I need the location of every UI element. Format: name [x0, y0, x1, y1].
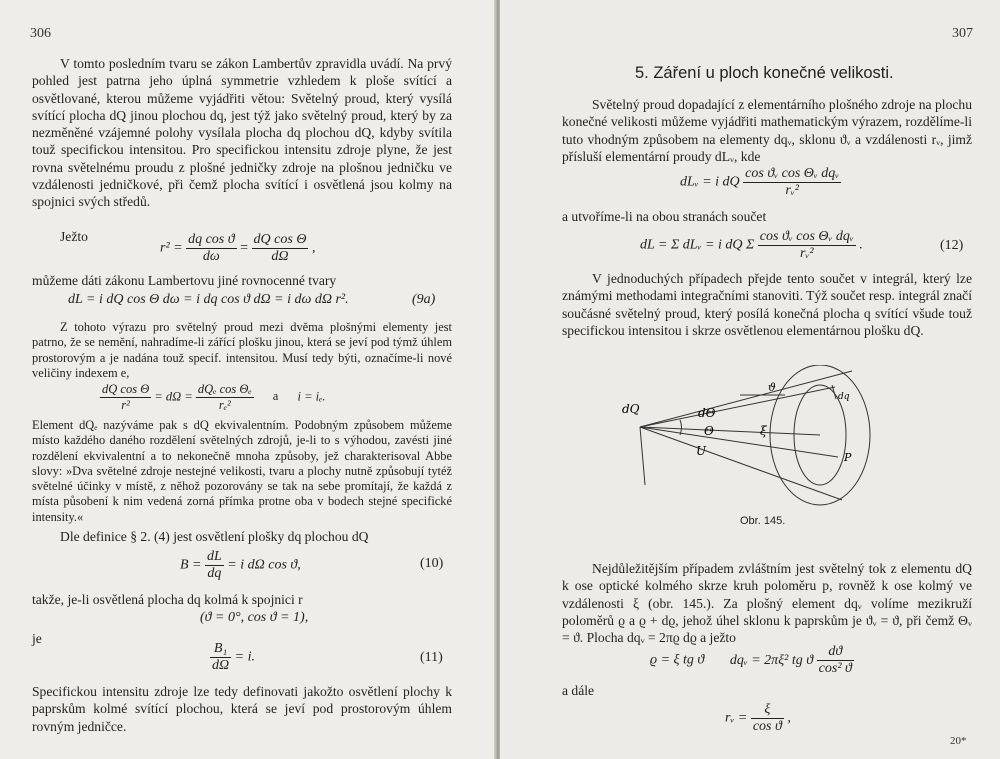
figure-145-diagram [620, 365, 880, 515]
equation-number: (12) [940, 238, 964, 253]
equation-number: (10) [420, 556, 444, 571]
fig-label-dQ: dQ [622, 402, 640, 416]
paragraph: Světelný proud dopadající z elementárního plošného zdroje na plochu konečné velikosti můžeme vyjádřiti mathematickým výrazem, rozdělíme-li tuto vhodným způsobem na elementy dqᵥ, sklonu ϑᵥ a vzdálenosti rᵥ, jimž přísluší elementární proudy dLᵥ, kde [562, 97, 972, 164]
page-number: 306 [30, 26, 51, 41]
paragraph: Z tohoto výrazu pro světelný proud mezi dvěma plošnými elementy jest patrno, že se nemění, nahradíme-li zářící plošku jinou, která se jeví pod týmž úhlem prostorovým a je nadána touž specif. intensitou. Musí tedy býti, označíme-li nové veličiny indexem e, [32, 320, 452, 380]
equation-number: (9a) [412, 292, 436, 307]
text-line: takže, je-li osvětlená plocha dq kolmá k spojnici r [32, 592, 303, 607]
paragraph: V tomto posledním tvaru se zákon Lambertův zpravidla uvádí. Na prvý pohled jest patrna jeho úplná symmetrie vzhledem k ploše svítící a osvětlované, kterou můžeme vyjádřiti větou: Světelný proud, který vysílá svítící plocha dQ jinou plochou dq, jest týž jako světelný proud, který by za nezměněné vzájemné polohy vysílala plocha dq plochou dQ, kdyby svítila touž specifickou intensitou. Pro specifickou intensitu zdroje plyne, že jest rovna světelnému proudu z plošné jedničky zdroje na plošnou jedničku ve vzdálenosti jedničkové, při čemž plocha svítící i osvětlená jsou kolmy na spojnici svých středů. [32, 56, 452, 210]
equation-10: B = $\frac{dL}{dq}$ = i dΩ cos ϑ, [180, 549, 301, 581]
ray-upper [640, 387, 835, 427]
fig-label-P: P [844, 451, 852, 464]
figure-lines [640, 365, 870, 505]
ray-lower [640, 427, 842, 500]
footer-signature: 20* [950, 735, 967, 747]
right-page [500, 0, 1000, 759]
equation-9a: dL = i dQ cos Θ dω = i dq cos ϑ dΩ = i dω dΩ r². [68, 292, 349, 307]
dQ-normal [640, 427, 645, 485]
left-page [0, 0, 496, 759]
text-line: a utvoříme-li na obou stranách součet [562, 209, 767, 224]
equation-number: (11) [420, 650, 443, 665]
ray-upper-outer [640, 371, 852, 427]
fig-label-theta: ϑ [768, 381, 776, 394]
text-line: Ježto [60, 229, 88, 244]
equation-12: dL = Σ dLᵥ = i dQ Σ $\frac{\text{cos ϑᵥ cos Θᵥ dqᵥ}}{\text{rᵥ²}}$ . [640, 229, 863, 261]
text-line: Dle definice § 2. (4) jest osvětlení plošky dq plochou dQ [60, 529, 369, 544]
equation: $\frac{\text{dQ cos Θ}}{\text{r²}}$ = dΩ = $\frac{\text{dQₑ cos Θₑ}}{\text{rₑ²}}$ a i = iₑ. [102, 382, 326, 412]
paragraph: V jednoduchých případech přejde tento součet v integrál, který lze známými methodami integračními stanoviti. Týž součet resp. integrál značí součásné světelný proud, který posílá konečná plocha q svítící všude touž specifickou intensitou i skrze osvětlenou elementárnou plošku dQ. [562, 271, 972, 338]
text-line: a dále [562, 683, 595, 698]
equation: dLᵥ = i dQ $\frac{\text{cos ϑᵥ cos Θᵥ dqᵥ}}{\text{rᵥ²}}$ [680, 166, 840, 198]
paragraph: Element dQₑ nazýváme pak s dQ ekvivalentním. Podobným způsobem můžeme místo každého daného rozdělení světelných zdrojů, je-li to s výhodou, zavésti jiné rozdělení ekvivalentní a to nekonečně mnoha způsoby, jež charakterisoval Abbe slovy: »Dva světelné zdroje nestejné velikosti, tvaru a plochy nutně způsobují tytéž světelné účinky v místě, z něhož pozorovány se tak na sebe promítají, že každá z místa působení k nim vedená zorná přímka protne oba v bodech stejné specifické intensity.« [32, 418, 452, 524]
fig-label-xi: ξ [760, 424, 767, 438]
equation: ϱ = ξ tg ϑ dqᵥ = 2πξ² tg ϑ $\frac{dϑ}{\text{cos² ϑ}}$ [650, 644, 852, 676]
fig-label-dTheta: dΘ [698, 406, 716, 420]
fig-label-Theta: Θ [704, 424, 714, 438]
fig-label-dq: dq [838, 392, 850, 402]
equation-11: $\frac{\text{B₁}}{d\Omega}$ = i. [212, 641, 255, 673]
equation: r² = $\frac{\text{dq cos ϑ}}{d\omega}$ = $\frac{\text{dQ cos Θ}}{d\Omega}$ , [160, 232, 316, 264]
page-number: 307 [952, 26, 973, 41]
paragraph: Specifickou intensitu zdroje lze tedy definovati jakožto osvětlení plochy k paprskům kolmé svítící plochou, která se jeví pod prostorovým úhlem rovným jedničce. [32, 684, 452, 734]
paragraph: Nejdůležitějším případem zvláštním jest světelný tok z elementu dQ k ose optické kolmého skrze kruh poloměru p, rovněž k ose kolmý ve vzdálenosti ξ (obr. 145.). Za plošný element dqᵥ volíme mezikruží poloměrů ϱ a ϱ + dϱ, jehož úhel sklonu k paprskům je ϑᵥ = ϑ, při čemž Θᵥ = ϑ. Plocha dqᵥ = 2πϱ dϱ a ježto [562, 561, 972, 646]
figure-caption: Obr. 145. [740, 515, 786, 527]
text-line: můžeme dáti zákonu Lambertovu jiné rovnocenné tvary [32, 273, 337, 288]
condition: (ϑ = 0°, cos ϑ = 1), [200, 610, 309, 625]
fig-label-U: U [696, 444, 707, 458]
section-heading: 5. Záření u ploch konečné velikosti. [635, 64, 894, 82]
equation: rᵥ = $\frac{\xi}{\text{cos ϑ}}$ , [725, 702, 791, 734]
text-line: je [32, 631, 42, 646]
